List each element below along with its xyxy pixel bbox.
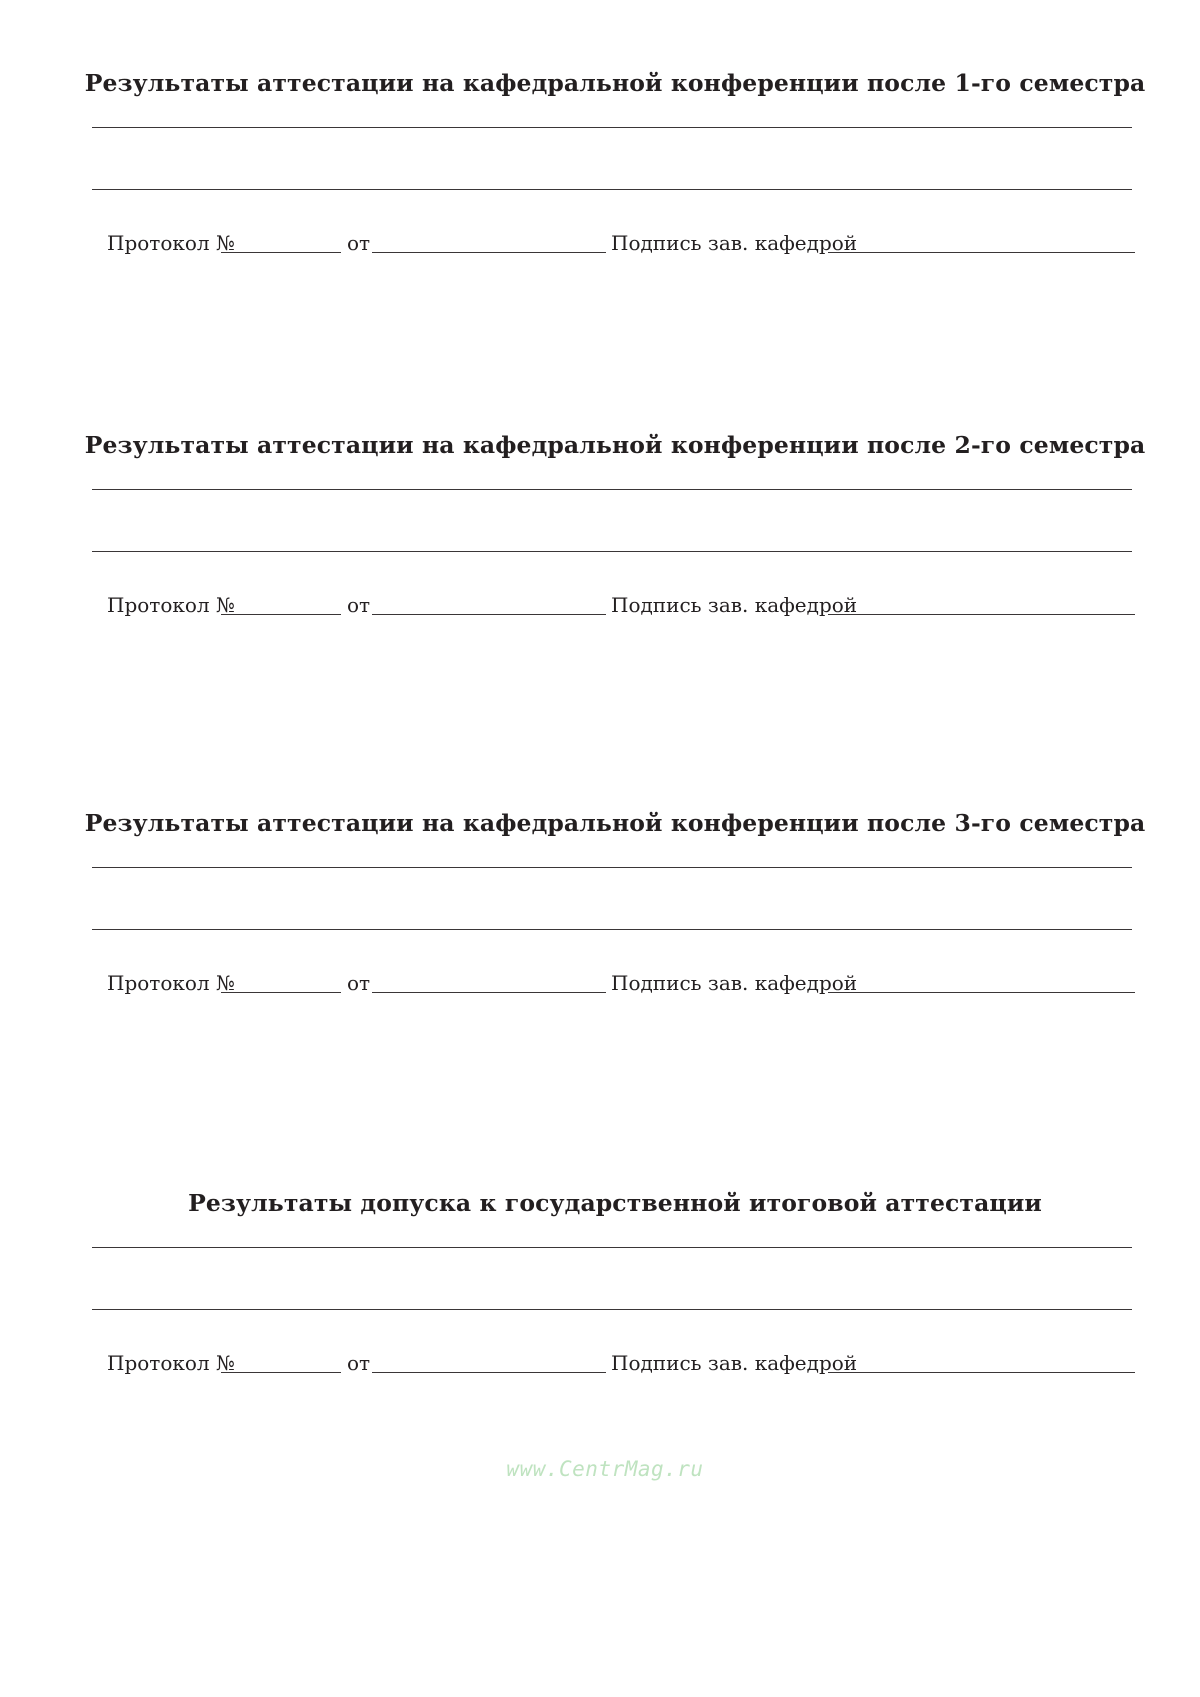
signature-field[interactable]	[828, 992, 1135, 993]
protocol-number-field[interactable]	[221, 614, 341, 615]
protocol-date-label: от	[347, 593, 371, 617]
result-blank-line[interactable]	[92, 489, 1132, 490]
protocol-number-label: Протокол №	[107, 231, 235, 255]
result-blank-line[interactable]	[92, 1309, 1132, 1310]
section-title: Результаты аттестации на кафедральной конференции после 1-го семестра	[84, 69, 1146, 97]
protocol-date-field[interactable]	[372, 1372, 606, 1373]
protocol-number-field[interactable]	[221, 1372, 341, 1373]
protocol-date-field[interactable]	[372, 614, 606, 615]
result-blank-line[interactable]	[92, 127, 1132, 128]
result-blank-line[interactable]	[92, 1247, 1132, 1248]
section-title: Результаты аттестации на кафедральной конференции после 3-го семестра	[84, 809, 1146, 837]
protocol-date-label: от	[347, 971, 371, 995]
signature-label: Подпись зав. кафедрой	[611, 593, 858, 617]
attestation-section-semester-2	[0, 430, 1200, 650]
signature-label: Подпись зав. кафедрой	[611, 971, 858, 995]
protocol-date-label: от	[347, 231, 371, 255]
attestation-section-semester-3	[0, 808, 1200, 1028]
protocol-date-field[interactable]	[372, 252, 606, 253]
protocol-row	[0, 968, 1200, 998]
signature-field[interactable]	[828, 1372, 1135, 1373]
protocol-row	[0, 228, 1200, 258]
result-blank-line[interactable]	[92, 551, 1132, 552]
signature-label: Подпись зав. кафедрой	[611, 1351, 858, 1375]
protocol-number-label: Протокол №	[107, 1351, 235, 1375]
protocol-row	[0, 1348, 1200, 1378]
result-blank-line[interactable]	[92, 929, 1132, 930]
section-title: Результаты допуска к государственной итоговой аттестации	[188, 1189, 1042, 1217]
state-attestation-admission-section	[0, 1188, 1200, 1408]
protocol-number-label: Протокол №	[107, 971, 235, 995]
result-blank-line[interactable]	[92, 867, 1132, 868]
protocol-number-field[interactable]	[221, 252, 341, 253]
attestation-section-semester-1	[0, 68, 1200, 288]
signature-label: Подпись зав. кафедрой	[611, 231, 858, 255]
protocol-date-field[interactable]	[372, 992, 606, 993]
section-title: Результаты аттестации на кафедральной конференции после 2-го семестра	[84, 431, 1146, 459]
watermark: www.CentrMag.ru	[506, 1457, 704, 1481]
signature-field[interactable]	[828, 252, 1135, 253]
signature-field[interactable]	[828, 614, 1135, 615]
result-blank-line[interactable]	[92, 189, 1132, 190]
protocol-row	[0, 590, 1200, 620]
protocol-date-label: от	[347, 1351, 371, 1375]
protocol-number-label: Протокол №	[107, 593, 235, 617]
protocol-number-field[interactable]	[221, 992, 341, 993]
